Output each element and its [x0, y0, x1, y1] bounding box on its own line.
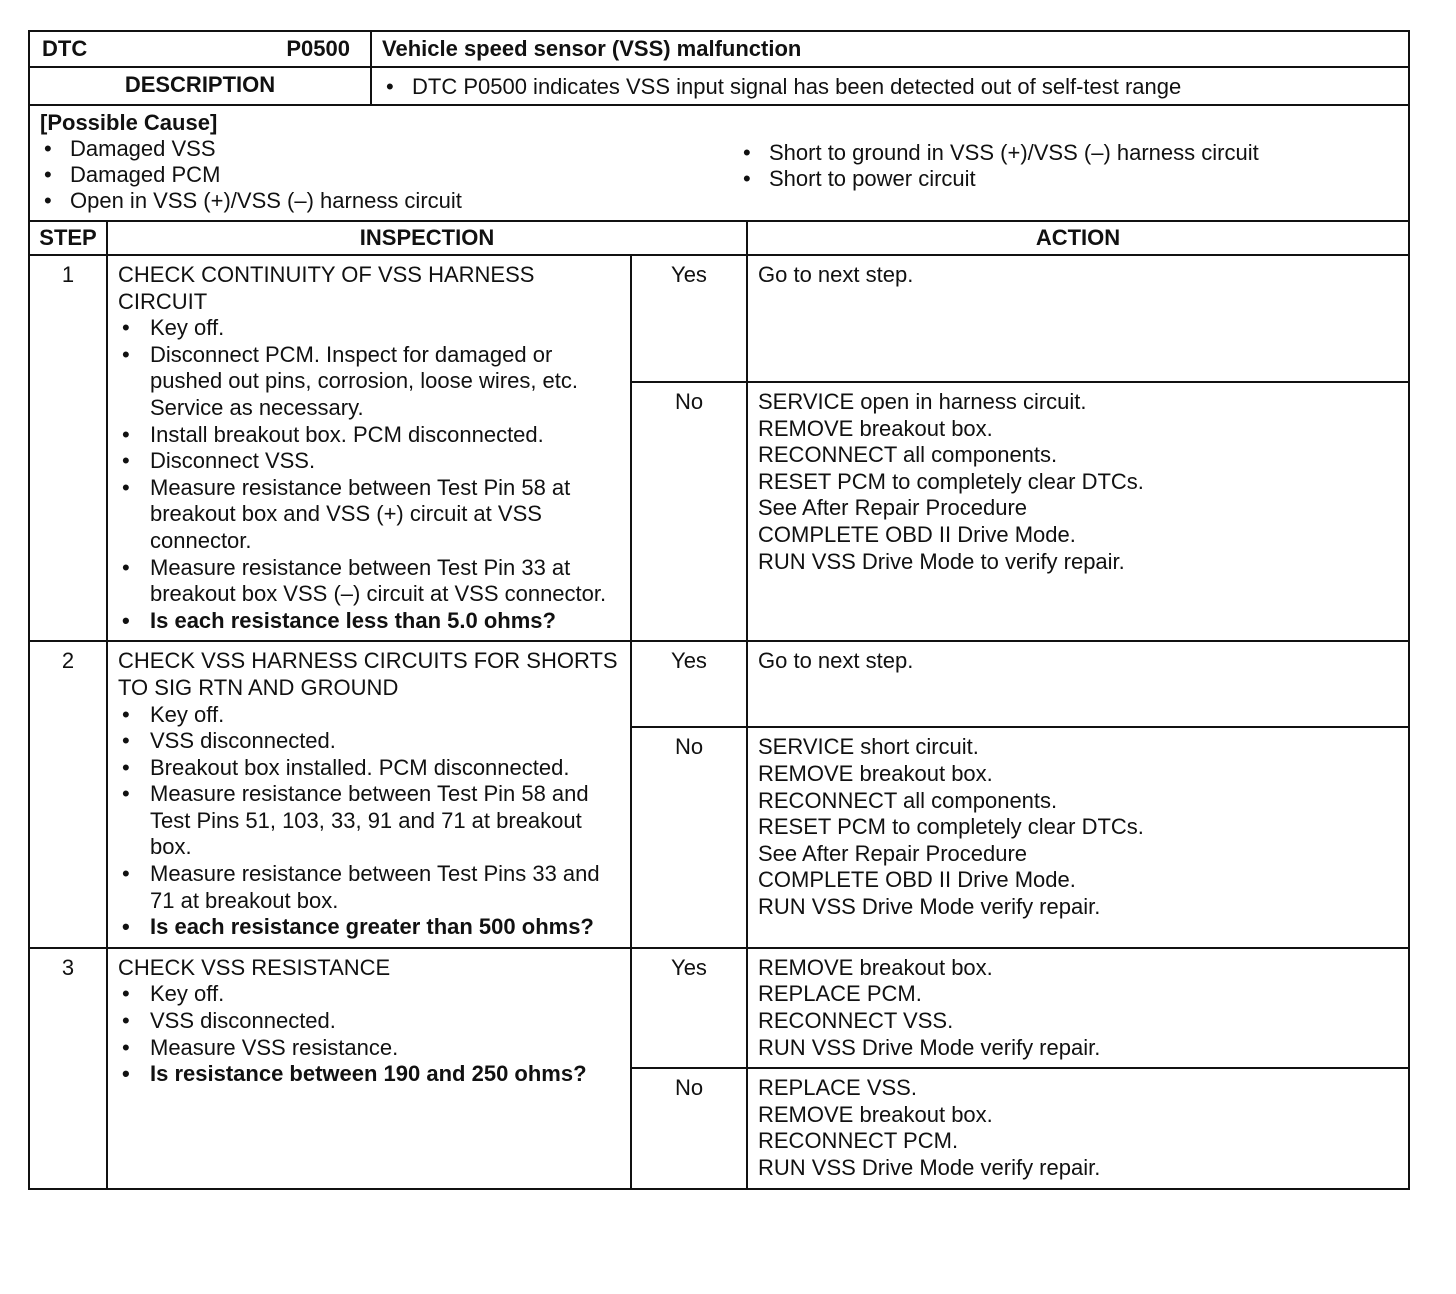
description-label: DESCRIPTION	[29, 67, 371, 105]
inspection-item: • VSS disconnected.	[118, 1008, 622, 1035]
dtc-code: P0500	[286, 36, 350, 61]
step-inspection	[107, 255, 631, 641]
cause-item: • Short to ground in VSS (+)/VSS (–) harness circuit	[739, 140, 1398, 166]
inspection-item: • Key off.	[118, 981, 622, 1008]
inspection-item: • Measure resistance between Test Pins 33 and 71 at breakout box.	[118, 861, 622, 914]
step-inspection	[107, 641, 631, 948]
action-line: REMOVE breakout box.	[758, 1101, 993, 1127]
inspection-question: • Is each resistance less than 5.0 ohms?	[118, 608, 622, 635]
step-row	[29, 641, 1409, 727]
step-heading: CHECK VSS HARNESS CIRCUITS FOR SHORTS TO SIG RTN AND GROUND	[118, 648, 618, 700]
description-text	[371, 67, 1409, 105]
step-heading: CHECK CONTINUITY OF VSS HARNESS CIRCUIT	[118, 262, 535, 314]
action-line: See After Repair Procedure	[758, 840, 1028, 866]
possible-cause-list-left	[40, 136, 699, 214]
cause-item: • Damaged VSS	[40, 136, 699, 162]
action-line: Go to next step.	[758, 262, 914, 287]
possible-cause-list-right	[699, 136, 1398, 214]
step-number: 2	[29, 641, 107, 948]
inspection-question: • Is resistance between 190 and 250 ohms?	[118, 1061, 622, 1088]
action-line: REMOVE breakout box.	[758, 954, 993, 980]
inspection-item: • Measure resistance between Test Pin 33 at breakout box VSS (–) circuit at VSS connector.	[118, 555, 622, 608]
action-line: SERVICE short circuit.	[758, 734, 979, 760]
inspection-item: • VSS disconnected.	[118, 728, 622, 755]
yes-action	[747, 255, 1409, 382]
yes-action	[747, 641, 1409, 727]
no-label: No	[631, 727, 747, 948]
inspection-question: • Is each resistance greater than 500 ohms?	[118, 914, 622, 941]
yes-label: Yes	[631, 641, 747, 727]
action-line: REPLACE VSS.	[758, 1075, 917, 1101]
action-line: RECONNECT all components.	[758, 442, 1058, 468]
inspection-item: • Disconnect PCM. Inspect for damaged or pushed out pins, corrosion, loose wires, etc. Service as necessary.	[118, 342, 622, 422]
inspection-item: • Measure resistance between Test Pin 58 at breakout box and VSS (+) circuit at VSS connector.	[118, 475, 622, 555]
yes-label: Yes	[631, 255, 747, 382]
no-action	[747, 727, 1409, 948]
inspection-item: • Measure VSS resistance.	[118, 1035, 622, 1062]
inspection-item: • Breakout box installed. PCM disconnected.	[118, 755, 622, 782]
step-row	[29, 255, 1409, 382]
inspection-item: • Measure resistance between Test Pin 58 and Test Pins 51, 103, 33, 91 and 71 at breakout box.	[118, 781, 622, 861]
step-row	[29, 948, 1409, 1068]
inspection-item: • Install breakout box. PCM disconnected.	[118, 422, 622, 449]
action-line: COMPLETE OBD II Drive Mode.	[758, 521, 1076, 547]
header-table	[28, 30, 1410, 222]
action-line: RESET PCM to completely clear DTCs.	[758, 468, 1144, 494]
step-inspection	[107, 948, 631, 1189]
description-item: • DTC P0500 indicates VSS input signal has been detected out of self-test range	[382, 74, 1398, 100]
yes-label: Yes	[631, 948, 747, 1068]
action-line: SERVICE open in harness circuit.	[758, 389, 1087, 414]
action-line: RECONNECT PCM.	[758, 1128, 959, 1154]
no-action	[747, 1068, 1409, 1188]
action-line: REMOVE breakout box.	[758, 415, 993, 441]
cause-item: • Damaged PCM	[40, 162, 699, 188]
action-line: REPLACE PCM.	[758, 981, 922, 1007]
action-line: REMOVE breakout box.	[758, 760, 993, 786]
dtc-cell	[29, 31, 371, 67]
action-line: RECONNECT VSS.	[758, 1008, 954, 1034]
step-number: 3	[29, 948, 107, 1189]
inspection-item: • Key off.	[118, 315, 622, 342]
dtc-title: Vehicle speed sensor (VSS) malfunction	[371, 31, 1409, 67]
column-header-action: ACTION	[747, 221, 1409, 255]
no-label: No	[631, 1068, 747, 1188]
action-line: RUN VSS Drive Mode verify repair.	[758, 893, 1101, 919]
action-line: See After Repair Procedure	[758, 495, 1028, 521]
action-line: Go to next step.	[758, 648, 914, 674]
step-number: 1	[29, 255, 107, 641]
no-action	[747, 382, 1409, 641]
cause-item: • Open in VSS (+)/VSS (–) harness circuit	[40, 188, 699, 214]
no-label: No	[631, 382, 747, 641]
cause-item: • Short to power circuit	[739, 166, 1398, 192]
procedure-table	[28, 220, 1410, 1190]
inspection-item: • Disconnect VSS.	[118, 448, 622, 475]
possible-cause-section	[29, 105, 1409, 221]
inspection-item: • Key off.	[118, 702, 622, 729]
action-line: RUN VSS Drive Mode verify repair.	[758, 1155, 1101, 1180]
action-line: RESET PCM to completely clear DTCs.	[758, 814, 1144, 840]
step-heading: CHECK VSS RESISTANCE	[118, 954, 391, 980]
column-header-inspection: INSPECTION	[107, 221, 747, 255]
column-header-step: STEP	[29, 221, 107, 255]
dtc-procedure-sheet	[28, 30, 1410, 1190]
possible-cause-title: [Possible Cause]	[40, 110, 218, 135]
action-line: COMPLETE OBD II Drive Mode.	[758, 867, 1076, 893]
action-line: RUN VSS Drive Mode verify repair.	[758, 1034, 1101, 1060]
dtc-label: DTC	[42, 36, 88, 61]
action-line: RECONNECT all components.	[758, 787, 1058, 813]
action-line: RUN VSS Drive Mode to verify repair.	[758, 548, 1125, 574]
yes-action	[747, 948, 1409, 1068]
